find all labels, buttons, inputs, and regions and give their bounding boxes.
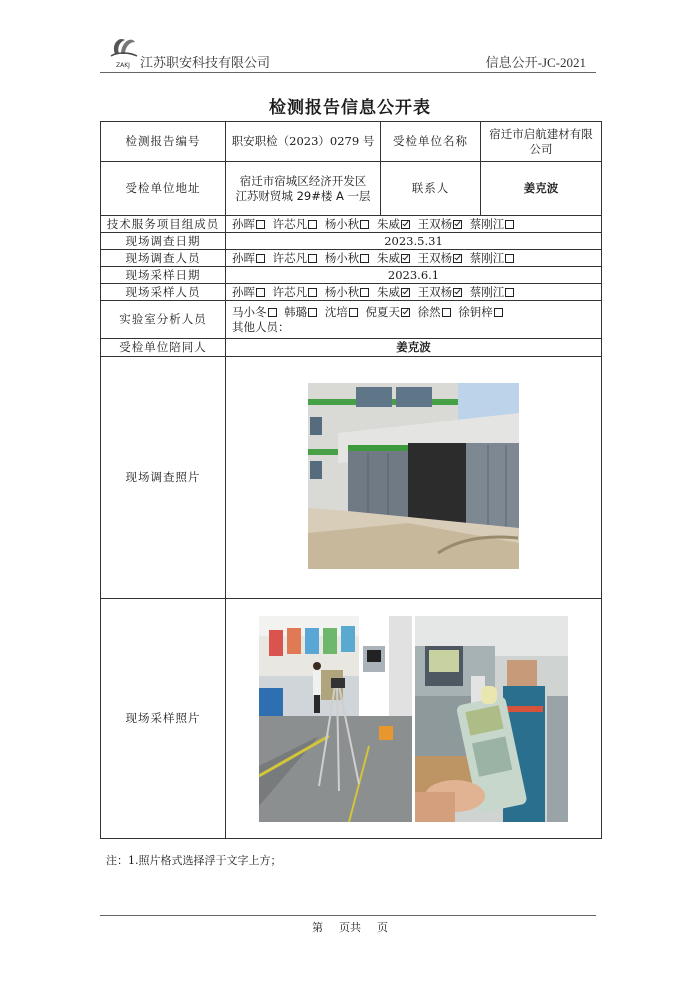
sampling-photo-label: 现场采样照片 <box>101 599 226 839</box>
checkbox-icon <box>308 220 317 229</box>
address-line-2: 江苏财贸城 29#楼 A 一层 <box>235 188 371 203</box>
checkbox-icon <box>360 254 369 263</box>
person-name: 许芯凡 <box>272 216 308 231</box>
person-name: 徐然 <box>417 304 441 319</box>
person-name: 徐钥梓 <box>458 304 493 319</box>
svg-text:ZAKJ: ZAKJ <box>116 62 130 69</box>
samplers-members <box>226 284 602 301</box>
checkbox-person <box>377 285 414 299</box>
checkbox-icon <box>256 220 265 229</box>
footnote: 注：1.照片格式选择浮于文字上方； <box>106 854 282 867</box>
person-name: 朱威 <box>376 216 400 231</box>
person-name: 蔡刚江 <box>469 284 505 299</box>
page-total-label: 页共 <box>339 921 361 934</box>
page-title: 检测报告信息公开表 <box>269 98 431 118</box>
checkbox-person <box>377 251 414 265</box>
person-name: 孙晖 <box>232 250 255 265</box>
checkbox-icon <box>360 220 369 229</box>
checked-checkbox-icon <box>453 220 462 229</box>
survey-photo <box>308 383 519 569</box>
checkbox-icon <box>308 288 317 297</box>
report-no-value: 职安职检（2023）0279 号 <box>226 122 381 162</box>
checked-checkbox-icon <box>453 254 462 263</box>
contact-label: 联系人 <box>381 162 481 216</box>
survey-date-label: 现场调查日期 <box>101 233 226 250</box>
person-name: 沈培 <box>324 304 348 319</box>
sampling-date-label: 现场采样日期 <box>101 267 226 284</box>
person-name: 朱威 <box>376 250 400 265</box>
checkbox-icon <box>442 308 451 317</box>
person-name: 孙晖 <box>232 284 255 299</box>
person-name: 许芯凡 <box>272 250 308 265</box>
report-info-table <box>100 121 602 839</box>
document-code: 信息公开-JC-2021 <box>485 55 586 70</box>
checkbox-person <box>418 285 467 299</box>
sampling-photo-cell <box>226 599 602 839</box>
lab-other-staff: 其他人员： <box>232 319 290 334</box>
surveyors-label: 现场调查人员 <box>101 250 226 267</box>
checkbox-person <box>418 251 467 265</box>
checkbox-icon <box>308 308 317 317</box>
address-label: 受检单位地址 <box>101 162 226 216</box>
address-value <box>226 162 381 216</box>
company-name: 江苏职安科技有限公司 <box>140 55 271 70</box>
person-name: 蔡刚江 <box>469 250 505 265</box>
person-name: 许芯凡 <box>272 284 308 299</box>
sampling-date-value: 2023.6.1 <box>226 267 602 284</box>
footer-divider <box>100 915 596 916</box>
team-label: 技术服务项目组成员 <box>101 216 226 233</box>
person-name: 朱威 <box>376 284 400 299</box>
person-name: 杨小秋 <box>324 284 360 299</box>
sampling-photo-right <box>415 616 568 822</box>
checkbox-icon <box>256 288 265 297</box>
checkbox-person <box>377 217 414 231</box>
person-name: 马小冬 <box>232 304 267 319</box>
checkbox-person <box>325 305 362 319</box>
company-logo <box>105 30 141 70</box>
escort-label: 受检单位陪同人 <box>101 339 226 357</box>
checkbox-person <box>365 305 414 319</box>
page-footer <box>0 919 700 935</box>
sampling-photos <box>259 616 569 822</box>
page-header <box>100 30 600 72</box>
escort-value: 姜克波 <box>226 339 602 357</box>
checkbox-icon <box>494 308 503 317</box>
checkbox-person <box>284 305 321 319</box>
team-members <box>226 216 602 233</box>
checkbox-icon <box>256 254 265 263</box>
surveyors-members <box>226 250 602 267</box>
page-label: 第 <box>312 921 323 934</box>
unit-name-label: 受检单位名称 <box>381 122 481 162</box>
checkbox-person <box>273 217 322 231</box>
checkbox-icon <box>360 288 369 297</box>
checkbox-person <box>458 305 507 319</box>
survey-photo-cell <box>226 357 602 599</box>
header-divider <box>100 72 596 73</box>
survey-date-value: 2023.5.31 <box>226 233 602 250</box>
samplers-label: 现场采样人员 <box>101 284 226 301</box>
unit-name-value: 宿迁市启航建材有限公司 <box>481 122 602 162</box>
person-name: 韩璐 <box>284 304 308 319</box>
checkbox-icon <box>349 308 358 317</box>
checked-checkbox-icon <box>401 288 410 297</box>
checkbox-person <box>232 285 269 299</box>
lab-label: 实验室分析人员 <box>101 301 226 339</box>
checkbox-person <box>325 217 374 231</box>
checkbox-person <box>325 285 374 299</box>
checkbox-person <box>232 251 269 265</box>
checkbox-icon <box>505 254 514 263</box>
sampling-photo-left <box>259 616 412 822</box>
person-name: 杨小秋 <box>324 216 360 231</box>
person-name: 王双杨 <box>417 250 453 265</box>
checkbox-icon <box>308 254 317 263</box>
checkbox-person <box>418 217 467 231</box>
person-name: 王双杨 <box>417 284 453 299</box>
checkbox-person <box>273 285 322 299</box>
address-line-1: 宿迁市宿城区经济开发区 <box>239 173 367 188</box>
person-name: 孙晖 <box>232 216 255 231</box>
checkbox-person <box>232 305 281 319</box>
checkbox-person <box>232 217 269 231</box>
checked-checkbox-icon <box>453 288 462 297</box>
checkbox-icon <box>505 220 514 229</box>
checkbox-person <box>470 251 519 265</box>
lab-members <box>226 301 602 339</box>
contact-value: 姜克波 <box>481 162 602 216</box>
survey-photo-label: 现场调查照片 <box>101 357 226 599</box>
checkbox-icon <box>268 308 277 317</box>
person-name: 倪夏天 <box>365 304 400 319</box>
report-no-label: 检测报告编号 <box>101 122 226 162</box>
page-end-label: 页 <box>377 921 388 934</box>
checkbox-icon <box>505 288 514 297</box>
person-name: 杨小秋 <box>324 250 360 265</box>
checked-checkbox-icon <box>401 220 410 229</box>
checkbox-person <box>470 217 519 231</box>
person-name: 蔡刚江 <box>469 216 505 231</box>
checkbox-person <box>273 251 322 265</box>
person-name: 王双杨 <box>417 216 453 231</box>
checkbox-person <box>325 251 374 265</box>
checked-checkbox-icon <box>401 308 410 317</box>
checked-checkbox-icon <box>401 254 410 263</box>
checkbox-person <box>418 305 455 319</box>
checkbox-person <box>470 285 519 299</box>
